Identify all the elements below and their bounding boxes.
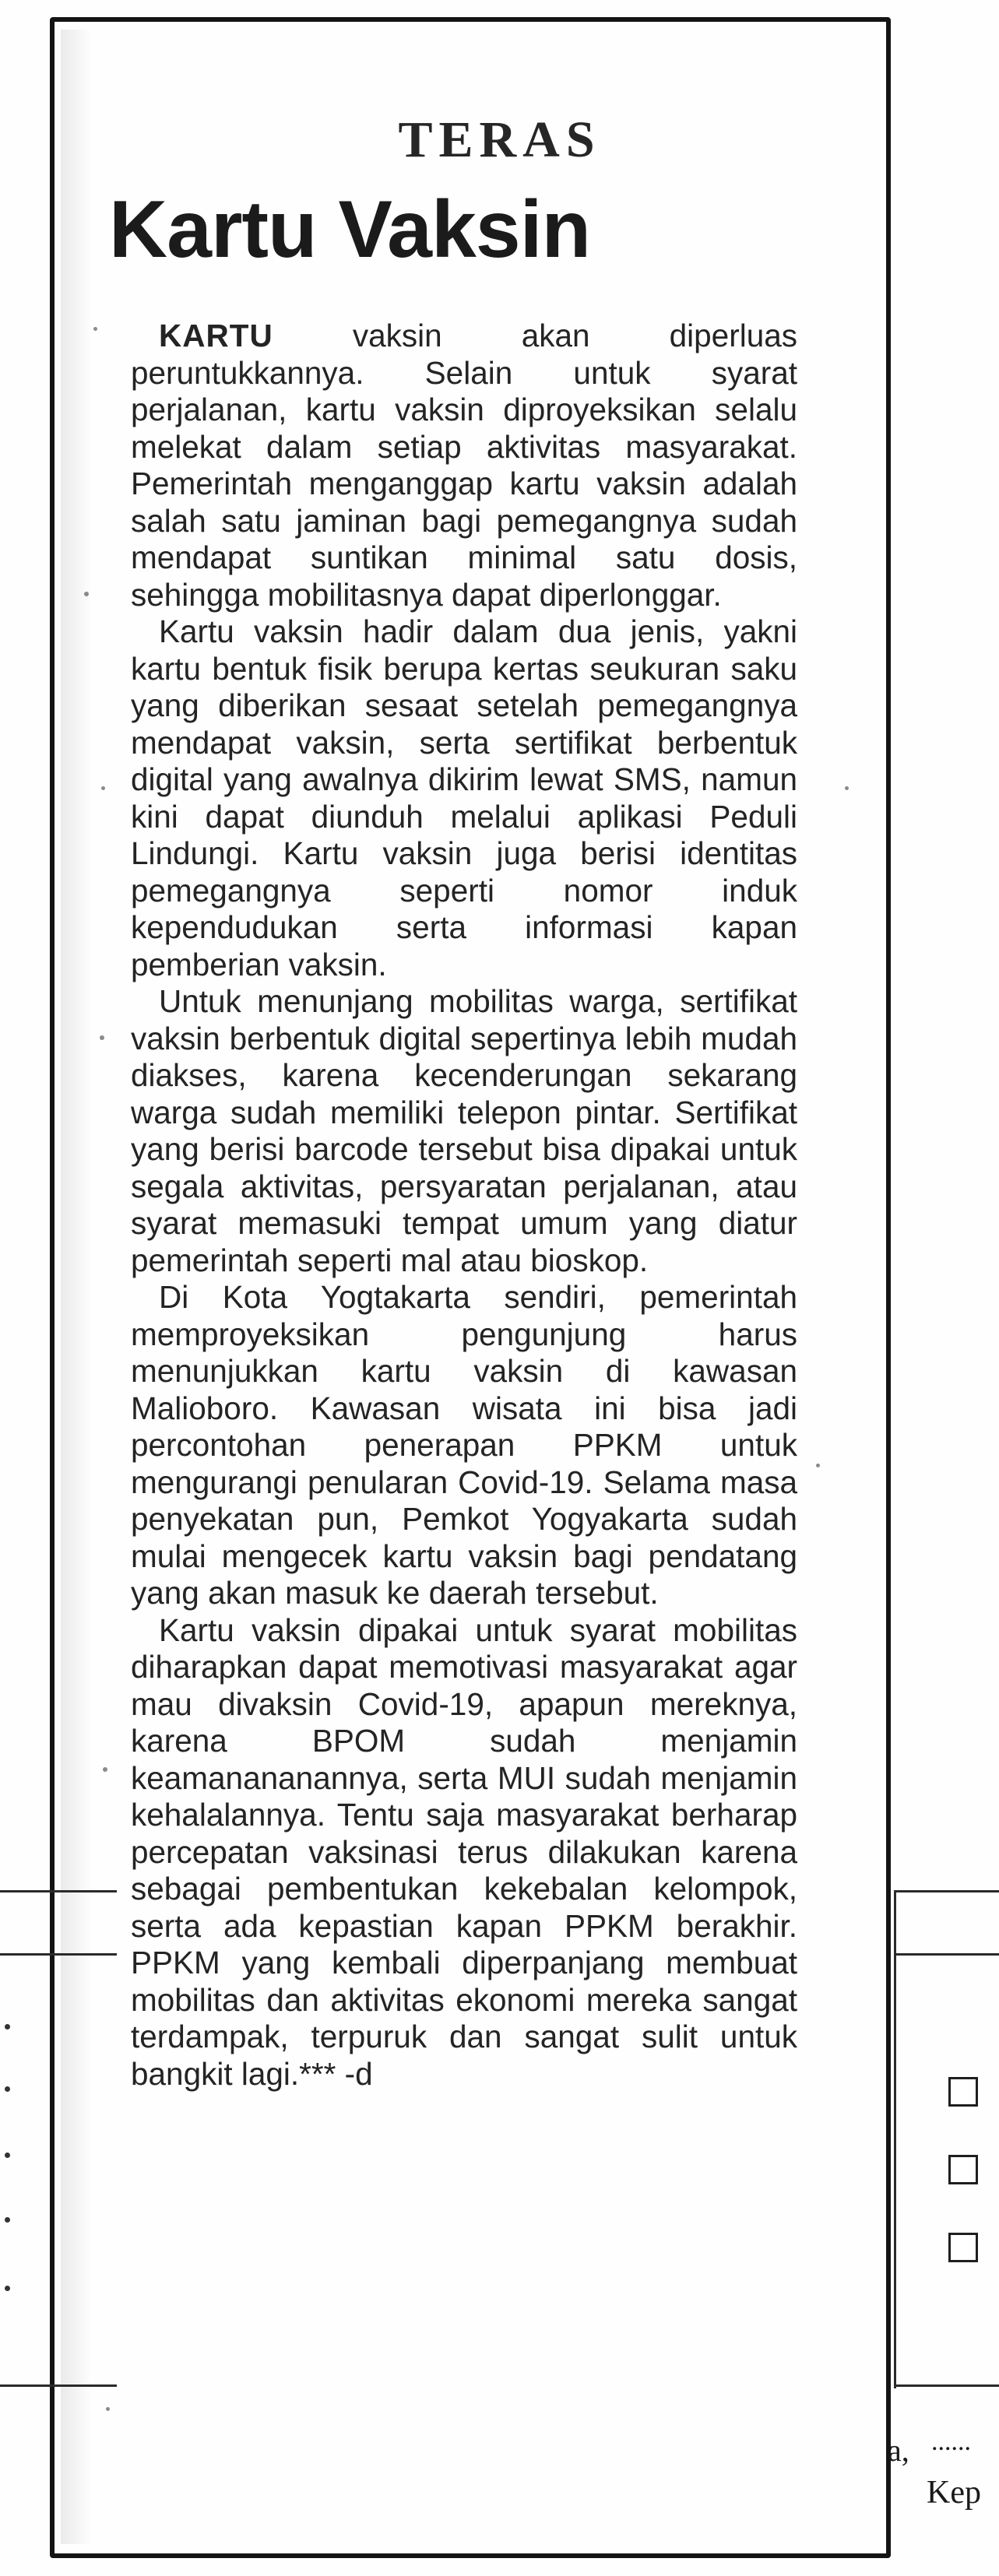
left-bullet-dot	[5, 2153, 10, 2158]
paper-speck	[816, 1464, 820, 1467]
article-body	[131, 318, 797, 2093]
right-vertical-rule	[894, 1890, 896, 2388]
paper-speck	[93, 327, 97, 331]
checkbox-2[interactable]	[948, 2155, 978, 2184]
left-bullet-dot	[5, 2024, 10, 2030]
paper-speck	[100, 1035, 104, 1040]
lead-word: KARTU	[159, 318, 273, 353]
left-bullet-dot	[5, 2086, 10, 2092]
paper-speck	[106, 2407, 110, 2411]
neighbor-text-dots: ......	[931, 2427, 971, 2456]
left-rule-3	[0, 2384, 117, 2387]
right-rule-1	[894, 1890, 999, 1892]
paper-speck	[101, 786, 105, 790]
paper-speck	[103, 1767, 107, 1772]
right-rule-2	[894, 1953, 999, 1956]
article-headline: Kartu Vaksin	[109, 185, 591, 275]
article-paragraph-4: Di Kota Yogtakarta sendiri, pemerintah memproyeksikan pengunjung harus menunjukkan kartu vaksin di kawasan Malioboro. Kawasan wisata ini bisa jadi percontohan penerapan PPKM untuk mengurangi penularan Covid-19. Selama masa penyekatan pun, Pemkot Yogyakarta sudah mulai mengecek kartu vaksin bagi pendatang yang akan masuk ke daerah tersebut.	[131, 1279, 797, 1611]
neighbor-text-b: Kep	[927, 2475, 981, 2511]
checkbox-1[interactable]	[948, 2077, 978, 2107]
article-paragraph-5: Kartu vaksin dipakai untuk syarat mobilitas diharapkan dapat memotivasi masyarakat agar mau divaksin Covid-19, apapun mereknya, karena BPOM sudah menjamin keamanananannya, serta MUI sudah menjamin kehalalannya. Tentu saja masyarakat berharap percepatan vaksinasi terus dilakukan karena sebagai pembentukan kekebalan kelompok, serta ada kepastian kapan PPKM berakhir. PPKM yang kembali diperpanjang membuat mobilitas dan aktivitas ekonomi mereka sangat terdampak, terpuruk dan sangat sulit untuk bangkit lagi.*** -d	[131, 1611, 797, 2092]
left-bullet-dot	[5, 2286, 10, 2291]
article-paragraph-3: Untuk menunjang mobilitas warga, sertifikat vaksin berbentuk digital sepertinya lebih mudah diakses, karena kecenderungan sekarang warga sudah memiliki telepon pintar. Sertifikat yang berisi barcode tersebut bisa dipakai untuk segala aktivitas, persyaratan perjalanan, atau syarat memasuki tempat umum yang diatur pemerintah seperti mal atau bioskop.	[131, 983, 797, 1278]
left-rule-1	[0, 1890, 117, 1892]
neighbor-text-a: a,	[888, 2433, 909, 2468]
left-rule-2	[0, 1953, 117, 1956]
column-rubric: TERAS	[398, 111, 601, 168]
checkbox-3[interactable]	[948, 2233, 978, 2262]
article-paragraph-1: KARTU vaksin akan diperluas peruntukkannya. Selain untuk syarat perjalanan, kartu vaksin diproyeksikan selalu melekat dalam setiap aktivitas masyarakat. Pemerintah menganggap kartu vaksin adalah salah satu jaminan bagi pemegangnya sudah mendapat suntikan minimal satu dosis, sehingga mobilitasnya dapat diperlonggar.	[131, 318, 797, 613]
article-paragraph-2: Kartu vaksin hadir dalam dua jenis, yakni kartu bentuk fisik berupa kertas seukuran saku yang diberikan sesaat setelah pemegangnya mendapat vaksin, serta sertifikat berbentuk digital yang awalnya dikirim lewat SMS, namun kini dapat diunduh melalui aplikasi Peduli Lindungi. Kartu vaksin juga berisi identitas pemegangnya seperti nomor induk kependudukan serta informasi kapan pemberian vaksin.	[131, 613, 797, 982]
paper-speck	[845, 786, 849, 790]
left-bullet-dot	[5, 2217, 10, 2223]
paper-speck	[84, 592, 89, 596]
right-rule-3	[894, 2384, 999, 2387]
